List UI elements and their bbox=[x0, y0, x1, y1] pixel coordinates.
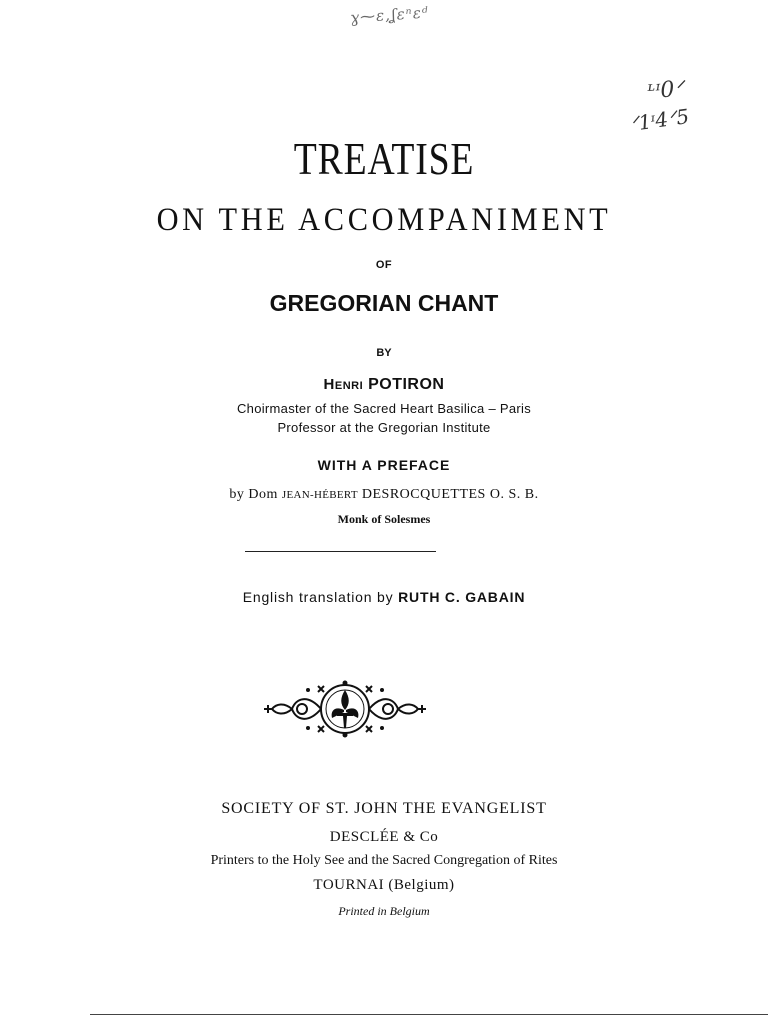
book-subtitle: ON THE ACCOMPANIMENT bbox=[156, 202, 612, 238]
imprint-publisher: DESCLÉE & Co bbox=[329, 829, 439, 845]
author-first-rest: ENRI bbox=[334, 380, 364, 392]
book-subject: GREGORIAN CHANT bbox=[269, 290, 499, 316]
imprint-society: SOCIETY OF ST. JOHN THE EVANGELIST bbox=[221, 800, 547, 817]
bottom-edge-rule bbox=[90, 1014, 768, 1015]
author-role-2: Professor at the Gregorian Institute bbox=[277, 420, 491, 435]
translation-prefix: English translation by bbox=[242, 589, 394, 605]
author-last-name: POTIRON bbox=[368, 376, 445, 393]
of-connector: OF bbox=[375, 259, 393, 271]
author-name bbox=[0, 376, 768, 394]
handwritten-note-right-2: ᐟ1ᶦ4ᐟ5 bbox=[628, 104, 691, 136]
preface-author bbox=[0, 487, 768, 503]
by-connector: BY bbox=[376, 347, 392, 359]
book-title: TREATISE bbox=[293, 133, 475, 184]
translation-credit bbox=[0, 589, 768, 605]
preface-by-prefix: by Dom bbox=[229, 487, 278, 502]
preface-author-first: JEAN-HÉBERT bbox=[281, 489, 358, 501]
fleur-de-lis-ornament-icon bbox=[258, 676, 432, 742]
handwritten-note-top: ɣ⁓ɛ,ʆɛⁿɛᵈ bbox=[349, 3, 430, 27]
author-role-1: Choirmaster of the Sacred Heart Basilica – Paris bbox=[236, 401, 531, 416]
translator-name: RUTH C. GABAIN bbox=[398, 589, 526, 605]
handwritten-note-right-1: ᶫᶦ0ᐟ bbox=[645, 76, 685, 105]
preface-heading: WITH A PREFACE bbox=[317, 457, 451, 473]
imprint-printers: Printers to the Holy See and the Sacred Congregation of Rites bbox=[210, 853, 558, 868]
imprint-printed-in: Printed in Belgium bbox=[338, 904, 430, 918]
author-first-initial: H bbox=[323, 376, 335, 393]
imprint-city: TOURNAI (Belgium) bbox=[313, 877, 455, 893]
preface-author-role: Monk of Solesmes bbox=[337, 512, 431, 526]
divider-rule bbox=[245, 551, 436, 552]
preface-author-last: DESROCQUETTES O. S. B. bbox=[361, 487, 539, 502]
